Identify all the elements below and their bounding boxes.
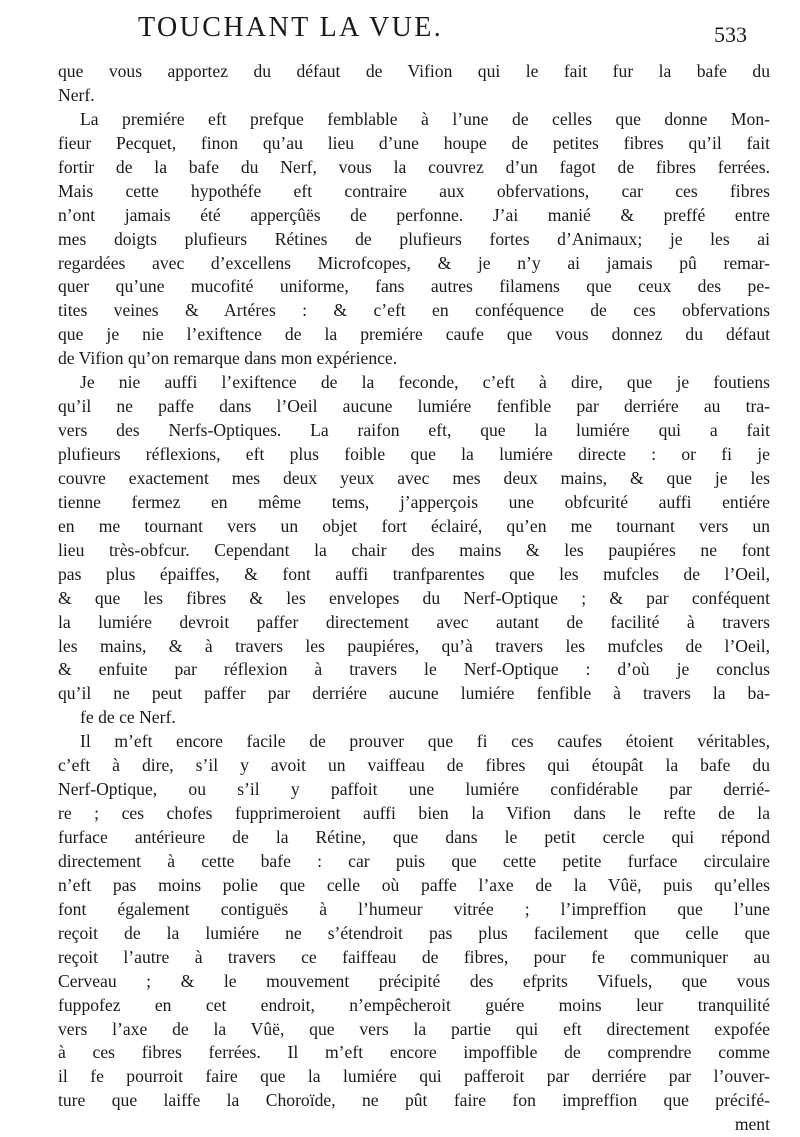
text-line: Cerveau ; & le mouvement précipité des efprits Vifuels, que vous [58,970,770,991]
text-line: en me tournant vers un objet fort éclairé, qu’en me tournant vers un [58,515,770,536]
text-line: mes doigts plufieurs Rétines de plufieurs fortes d’Animaux; je les ai [58,228,770,249]
text-line: de Vifion qu’on remarque dans mon expérience. [58,348,398,369]
text-line: lieu très-obfcur. Cependant la chair des mains & les paupiéres ne font [58,539,770,560]
text-line: Je nie auffi l’exiftence de la feconde, c’eft à dire, que je foutiens [80,372,770,393]
text-line: & que les fibres & les envelopes du Nerf-Optique ; & par conféquent [58,587,770,608]
body-text [58,60,770,1137]
text-line: fuppofez en cet endroit, n’empêcheroit guére moins leur tranquilité [58,994,770,1015]
text-line: reçoit de la lumiére ne s’étendroit pas plus facilement que celle que [58,922,770,943]
running-title: TOUCHANT LA VUE. [138,12,444,43]
text-line: il fe pourroit faire que la lumiére qui pafferoit par derriére par l’ouver- [58,1066,770,1087]
text-line: pas plus épaiffes, & font auffi tranfparentes que les mufcles de l’Oeil, [58,563,770,584]
text-line: ture que laiffe la Choroïde, ne pût faire fon impreffion que précifé- [58,1090,770,1111]
catchword: ment [734,1114,770,1135]
text-line: qu’il ne paffe dans l’Oeil aucune lumiére fenfible par derriére au tra- [58,396,770,417]
text-line: couvre exactement mes deux yeux avec mes deux mains, & que je les [58,467,770,488]
text-line: fieur Pecquet, finon qu’au lieu d’une houpe de petites fibres qu’il fait [58,132,770,153]
text-line: c’eft à dire, s’il y avoit un vaiffeau de fibres qui étoupât la bafe du [58,755,770,776]
text-line: Mais cette hypothéfe eft contraire aux obfervations, car ces fibres [58,180,770,201]
text-line: fe de ce Nerf. [80,707,176,728]
text-line: furface antérieure de la Rétine, que dans le petit cercle qui répond [58,827,770,847]
text-line: re ; ces chofes fupprimeroient auffi bien la Vifion dans le refte de la [58,803,770,824]
text-line: font également contiguës à l’humeur vitrée ; l’impreffion que l’une [58,898,770,919]
text-line: vers l’axe de la Vûë, que vers la partie qui eft directement expofée [58,1018,770,1039]
text-line: qu’il ne peut paffer par derriére aucune lumiére fenfible à travers la ba- [58,683,770,704]
text-line: que vous apportez du défaut de Vifion qui le fait fur la bafe du [58,61,770,81]
text-line: plufieurs réflexions, eft plus foible que la lumiére directe : or fi je [58,444,770,464]
text-line: tites veines & Artéres : & c’eft en conféquence de ces obfervations [58,300,770,321]
text-line: quer qu’une mucofité uniforme, fans autres filamens que ceux des pe- [58,276,770,297]
text-line: directement à cette bafe : car puis que cette petite furface circulaire [58,850,770,871]
text-line: reçoit l’autre à travers ce faiffeau de fibres, pour fe communiquer au [58,946,770,967]
text-line: à ces fibres ferrées. Il m’eft encore impoffible de comprendre comme [58,1042,770,1063]
text-line: les mains, & à travers les paupiéres, qu’à travers les mufcles de l’Oeil, [58,635,770,656]
text-line: regardées avec d’excellens Microfcopes, & je n’y ai jamais pû remar- [58,252,770,273]
text-line: la lumiére devroit paffer directement avec autant de facilité à travers [58,611,770,632]
page-number: 533 [714,22,747,47]
page-header [0,6,800,56]
text-line: que je nie l’exiftence de la premiére caufe que vous donnez du défaut [58,324,770,345]
text-line: n’eft pas moins polie que celle où paffe l’axe de la Vûë, puis qu’elles [58,874,770,895]
text-line: fortir de la bafe du Nerf, vous la couvrez d’un fagot de fibres ferrées. [58,156,770,177]
text-line: tienne fermez en même tems, j’apperçois une obfcurité auffi entiére [58,491,770,512]
text-line: & enfuite par réflexion à travers le Nerf-Optique : d’où je conclus [58,659,770,680]
text-line: Il m’eft encore facile de prouver que fi ces caufes étoient véritables, [80,731,770,752]
text-line: La premiére eft prefque femblable à l’une de celles que donne Mon- [80,108,770,129]
text-line: Nerf-Optique, ou s’il y paffoit une lumiére confidérable par derrié- [58,779,770,800]
text-line: vers des Nerfs-Optiques. La raifon eft, que la lumiére qui a fait [58,420,770,441]
text-line: Nerf. [58,84,95,105]
text-line: n’ont jamais été apperçûës de perfonne. J’ai manié & preffé entre [58,204,770,225]
